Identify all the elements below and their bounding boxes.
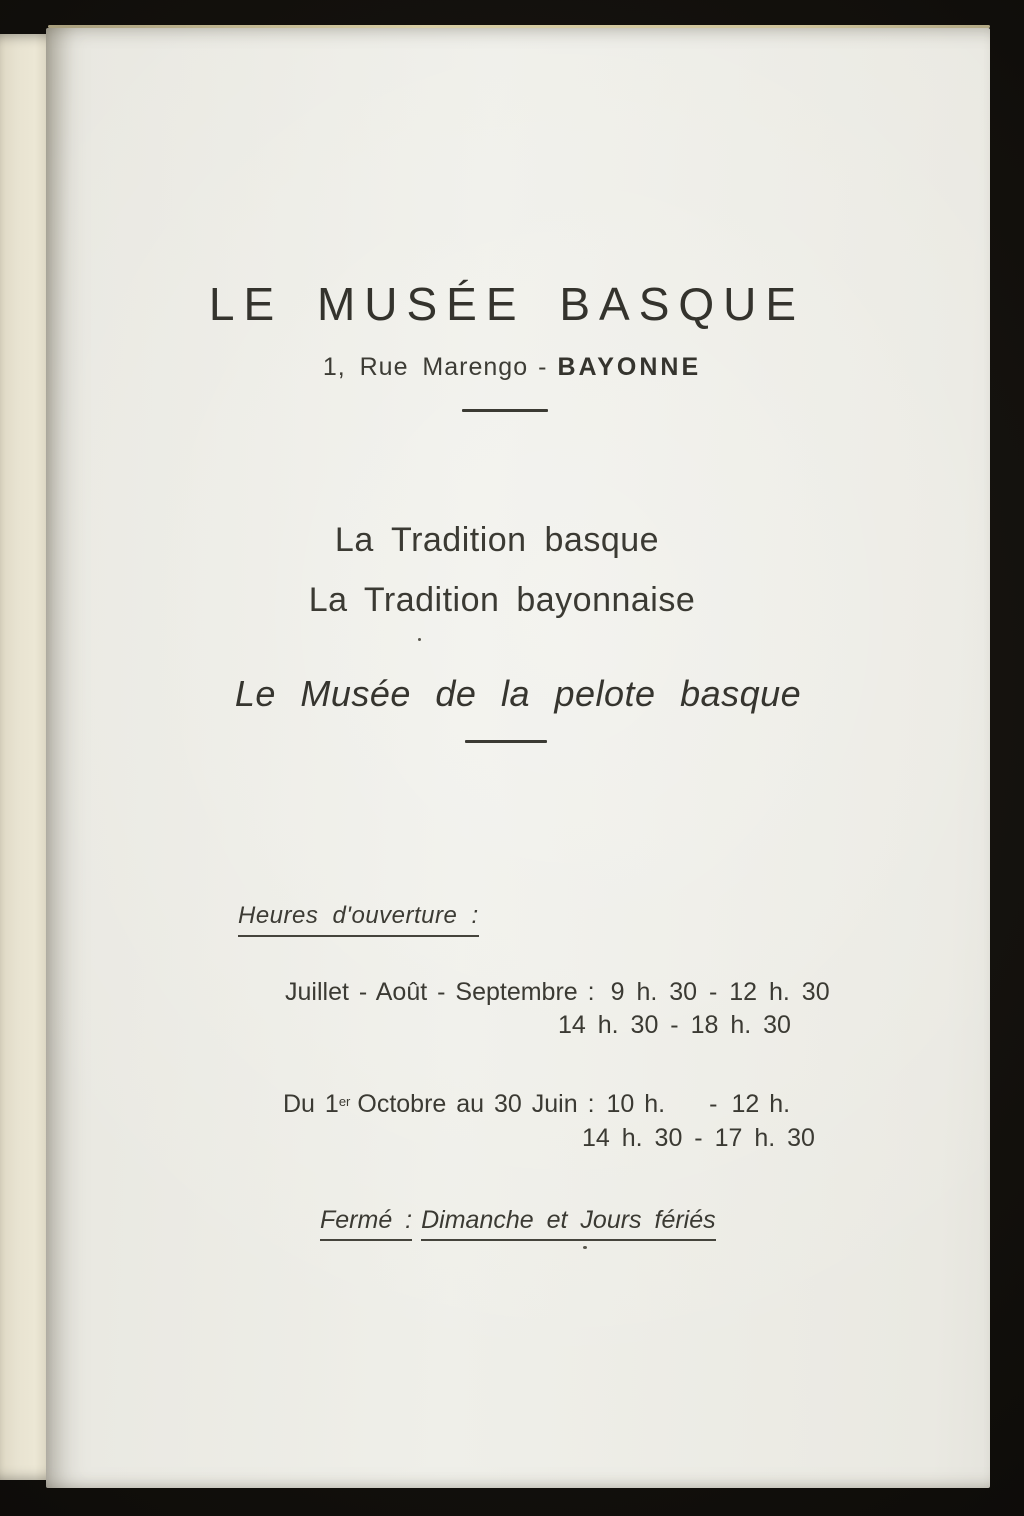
winter-opening-time: 10 h. <box>606 1090 666 1118</box>
subtitle-tradition-basque: La Tradition basque <box>334 521 660 559</box>
summer-afternoon-hours: 14 h. 30 - 18 h. 30 <box>558 1011 791 1039</box>
ink-speck <box>583 1246 587 1249</box>
summer-hours-label: Juillet - Août - Septembre : <box>285 978 595 1006</box>
ink-speck <box>418 638 421 641</box>
closed-days-line <box>320 1208 716 1233</box>
opening-hours-heading: Heures d'ouverture : <box>238 904 479 937</box>
address-city: BAYONNE <box>557 353 702 381</box>
winter-afternoon-hours: 14 h. 30 - 17 h. 30 <box>582 1124 815 1152</box>
title-page <box>46 28 990 1488</box>
closed-days-value: Dimanche et Jours fériés <box>421 1206 716 1241</box>
winter-hours-line <box>283 1092 790 1117</box>
ordinal-superscript: er <box>338 1094 351 1109</box>
address-separator: - <box>538 353 548 381</box>
winter-label-prefix: Du 1 <box>283 1090 339 1118</box>
divider <box>462 409 548 412</box>
address-line <box>40 355 984 380</box>
page-title: LE MUSÉE BASQUE <box>208 278 806 330</box>
summer-hours-line <box>285 980 830 1005</box>
closed-label: Fermé : <box>320 1206 412 1241</box>
summer-morning-hours: 9 h. 30 - 12 h. 30 <box>610 978 830 1006</box>
address-street: 1, Rue Marengo <box>322 353 529 381</box>
winter-time-dash: - <box>709 1090 718 1118</box>
tagline-musee-pelote: Le Musée de la pelote basque <box>234 673 802 714</box>
divider <box>465 740 547 743</box>
underlying-page-edge <box>0 34 50 1480</box>
winter-label-suffix: Octobre au 30 Juin : <box>357 1090 595 1118</box>
subtitle-tradition-bayonnaise: La Tradition bayonnaise <box>308 581 696 619</box>
winter-closing-time: 12 h. <box>731 1090 791 1118</box>
